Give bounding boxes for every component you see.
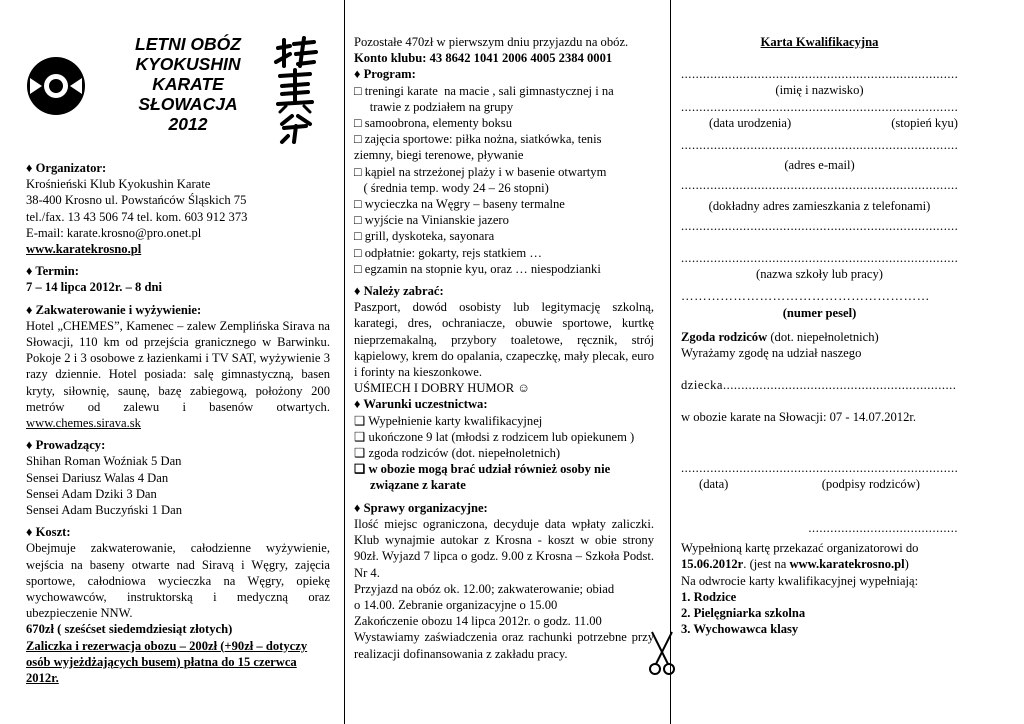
name-field[interactable]: ............................................................................ (681, 67, 958, 82)
program-item: □ grill, dyskoteka, sayonara (354, 229, 495, 244)
submit-instruction: Wypełnioną kartę przekazać organizatorowi do (681, 541, 919, 556)
text-line: tel./fax. 13 43 506 74 tel. kom. 603 912 373 (26, 209, 248, 224)
program-item: □ treningi karate na macie , sali gimnastycznej i na (354, 83, 614, 98)
organization-text: Ilość miejsc ograniczona, decyduje data wpłaty zaliczki. Klub wynajmie autokar z Krosna - koszt w obie strony 90zł. Wyjazd 7 lipca o godz. 9.00 z Krosna – Szkoła Podst. Nr 4. (354, 516, 654, 580)
title-line: SŁOWACJA (138, 94, 238, 114)
section-heading: ♦ Termin: (26, 264, 79, 279)
email-field[interactable]: ............................................................................ (681, 138, 958, 153)
card-title: Karta Kwalifikacyjna (760, 35, 879, 49)
remaining-payment: Pozostałe 470zł w pierwszym dniu przyjazdu na obóz. (354, 35, 629, 49)
schedule-line: o 14.00. Zebranie organizacyjne o 15.00 (354, 597, 558, 612)
condition-item: ❑ w obozie mogą brać udział również osoby nie związane z karate (354, 462, 611, 493)
field-label: (imię i nazwisko) (775, 83, 864, 98)
birth-kyu-field[interactable]: ............................................................................ (681, 99, 958, 114)
text-line: 38-400 Krosno ul. Powstańców Śląskich 75 (26, 193, 247, 208)
filler-item: 2. Pielęgniarka szkolna (681, 606, 806, 621)
bring-text: Paszport, dowód osobisty lub legitymację szkolną, karategi, dres, ochraniacze, obuwie sportowe, kurtkę nieprzemakalną, przybory toaletowe, ręcznik, strój kąpielowy, krem do opalania, czapeczkę, mały plecak, euro i forinty na kieszonkowe. (354, 300, 654, 380)
address-field[interactable]: ............................................................................ (681, 178, 958, 193)
address-field-2[interactable]: ............................................................................ (681, 218, 958, 233)
section-heading: ♦ Organizator: (26, 161, 107, 175)
title-line: KYOKUSHIN (135, 54, 241, 74)
section-heading: ♦ Zakwaterowanie i wyżywienie: (26, 302, 202, 317)
term-section (26, 263, 330, 295)
condition-item: ❑ ukończone 9 lat (młodsi z rodzicem lub opiekunem ) (354, 429, 635, 444)
section-heading: ♦ Sprawy organizacyjne: (354, 500, 488, 515)
filler-item: 1. Rodzice (681, 589, 737, 604)
deposit-text: Zaliczka i rezerwacja obozu – 200zł (+90zł – dotyczy osób wyjeżdżających busem) płatna do 15 czerwca 2012r. (26, 638, 308, 686)
column-middle (344, 0, 664, 724)
section-heading: ♦ Należy zabrać: (354, 284, 444, 299)
accommodation-text: Hotel „CHEMES”, Kamenec – zalew Zemplińska Sirava na Słowacji, 110 km od przejścia granicznego w Barwinku. Pokoje 2 i 3 osobowe z łazienkami i TV SAT, wyżywienie 3 razy dziennie. Hotel posiada: salę gimnastyczną, basen kryty, siłownię, saunę, bazę zabiegową, położony 200 metrów od zalewu i basenów otwartych. (26, 318, 330, 414)
text-fragment: ) (904, 557, 909, 572)
pesel-field[interactable]: ………………………………………………… (681, 289, 930, 304)
instructors-section (26, 437, 330, 518)
website-link[interactable]: www.karatekrosno.pl (26, 242, 142, 257)
cost-section (26, 524, 330, 686)
bank-account: Konto klubu: 43 8642 1041 2006 4005 2384 0001 (354, 51, 613, 66)
field-label: (numer pesel) (782, 305, 857, 320)
text-line: Krośnieński Klub Kyokushin Karate (26, 177, 211, 192)
field-label: (dokładny adres zamieszkania z telefonami) (708, 198, 931, 213)
field-label: (podpisy rodziców) (821, 476, 920, 491)
program-item: □ wyjście na Vinianskie jazero (354, 213, 509, 228)
camp-dates: w obozie karate na Słowacji: 07 - 14.07.2012r. (681, 410, 917, 425)
smile-text: UŚMIECH I DOBRY HUMOR ☺ (354, 381, 531, 396)
program-item: □ kąpiel na strzeżonej plaży i w basenie otwartym (354, 164, 607, 179)
program-section (354, 66, 654, 277)
text-fragment: . (jest na (743, 557, 790, 572)
bring-section (354, 283, 654, 396)
consent-heading: Zgoda rodziców (681, 329, 768, 344)
kyokushin-logo-icon (26, 56, 86, 116)
certificate-text: Wystawiamy zaświadczenia oraz rachunki potrzebne przy realizacji dofinansowania z zakładu pracy. (354, 630, 654, 661)
website-link[interactable]: www.karatekrosno.pl (789, 557, 905, 572)
cost-text: Obejmuje zakwaterowanie, całodzienne wyżywienie, wejścia na baseny otwarte nad Siravą i Węgry, zajęcia sportowe, całodniowa wycieczka na Węgry, opiekę wychowawców, instruktorską i medyczną oraz ubezpieczenie NNW. (26, 541, 330, 621)
header (26, 30, 330, 152)
signature-line[interactable]: ......................................... (808, 521, 958, 536)
program-item: ( średnia temp. wody 24 – 26 stopni) (354, 180, 549, 195)
term-text: 7 – 14 lipca 2012r. – 8 dni (26, 280, 162, 295)
column-left (0, 0, 340, 724)
section-heading: ♦ Koszt: (26, 525, 71, 540)
instructor: Sensei Dariusz Walas 4 Dan (26, 470, 169, 485)
program-item: □ wycieczka na Węgry – baseny termalne (354, 197, 565, 212)
filler-item: 3. Wychowawca klasy (681, 622, 799, 637)
organization-section (354, 500, 654, 662)
schedule-line: Przyjazd na obóz ok. 12.00; zakwaterowanie; obiad (354, 581, 615, 596)
field-label: (stopień kyu) (891, 115, 958, 130)
school-field[interactable]: ............................................................................ (681, 251, 958, 266)
organizer-section (26, 160, 330, 257)
field-label: (adres e-mail) (784, 158, 855, 173)
program-item: ziemny, biegi terenowe, pływanie (354, 148, 524, 163)
accommodation-section (26, 302, 330, 432)
instructor: Sensei Adam Dziki 3 Dan (26, 486, 157, 501)
kyokushin-kanji-icon (270, 36, 320, 146)
child-field[interactable]: dziecka................................................................ (681, 378, 957, 393)
program-item: □ egzamin na stopnie kyu, oraz … niespodzianki (354, 261, 601, 276)
title-line: KARATE (152, 74, 224, 94)
email-text: E-mail: karate.krosno@pro.onet.pl (26, 225, 202, 240)
field-label: (data urodzenia) (709, 115, 792, 130)
cost-amount: 670zł ( sześćset siedemdziesiąt złotych) (26, 622, 233, 637)
condition-item: ❑ Wypełnienie karty kwalifikacyjnej (354, 413, 543, 428)
title-line: 2012 (168, 114, 208, 134)
camp-title (108, 34, 268, 134)
hotel-link[interactable]: www.chemes.sirava.sk (26, 416, 141, 431)
instructor: Shihan Roman Woźniak 5 Dan (26, 454, 182, 469)
field-label: (data) (699, 476, 729, 491)
instructor: Sensei Adam Buczyński 1 Dan (26, 503, 183, 518)
program-item: □ samoobrona, elementy boksu (354, 116, 512, 131)
program-item: □ zajęcia sportowe: piłka nożna, siatkówka, tenis (354, 132, 602, 147)
consent-text: Wyrażamy zgodę na udział naszego (681, 346, 862, 361)
program-item: trawie z podziałem na grupy (354, 99, 514, 114)
field-label: (nazwa szkoły lub pracy) (756, 267, 883, 282)
program-item: □ odpłatnie: gokarty, rejs statkiem … (354, 245, 542, 260)
deadline: 15.06.2012r (681, 557, 744, 572)
schedule-line: Zakończenie obozu 14 lipca 2012r. o godz. 11.00 (354, 614, 602, 629)
section-heading: ♦ Program: (354, 67, 416, 82)
qualification-card (670, 0, 1024, 724)
reverse-note: Na odwrocie karty kwalifikacyjnej wypełniają: (681, 573, 919, 588)
condition-item: ❑ zgoda rodziców (dot. niepełnoletnich) (354, 446, 561, 461)
conditions-section (354, 396, 654, 493)
signature-field[interactable]: ............................................................................ (681, 460, 958, 475)
section-heading: ♦ Prowadzący: (26, 438, 106, 453)
title-line: LETNI OBÓZ (135, 34, 241, 54)
consent-note: (dot. niepełnoletnich) (767, 329, 879, 344)
section-heading: ♦ Warunki uczestnictwa: (354, 397, 488, 412)
